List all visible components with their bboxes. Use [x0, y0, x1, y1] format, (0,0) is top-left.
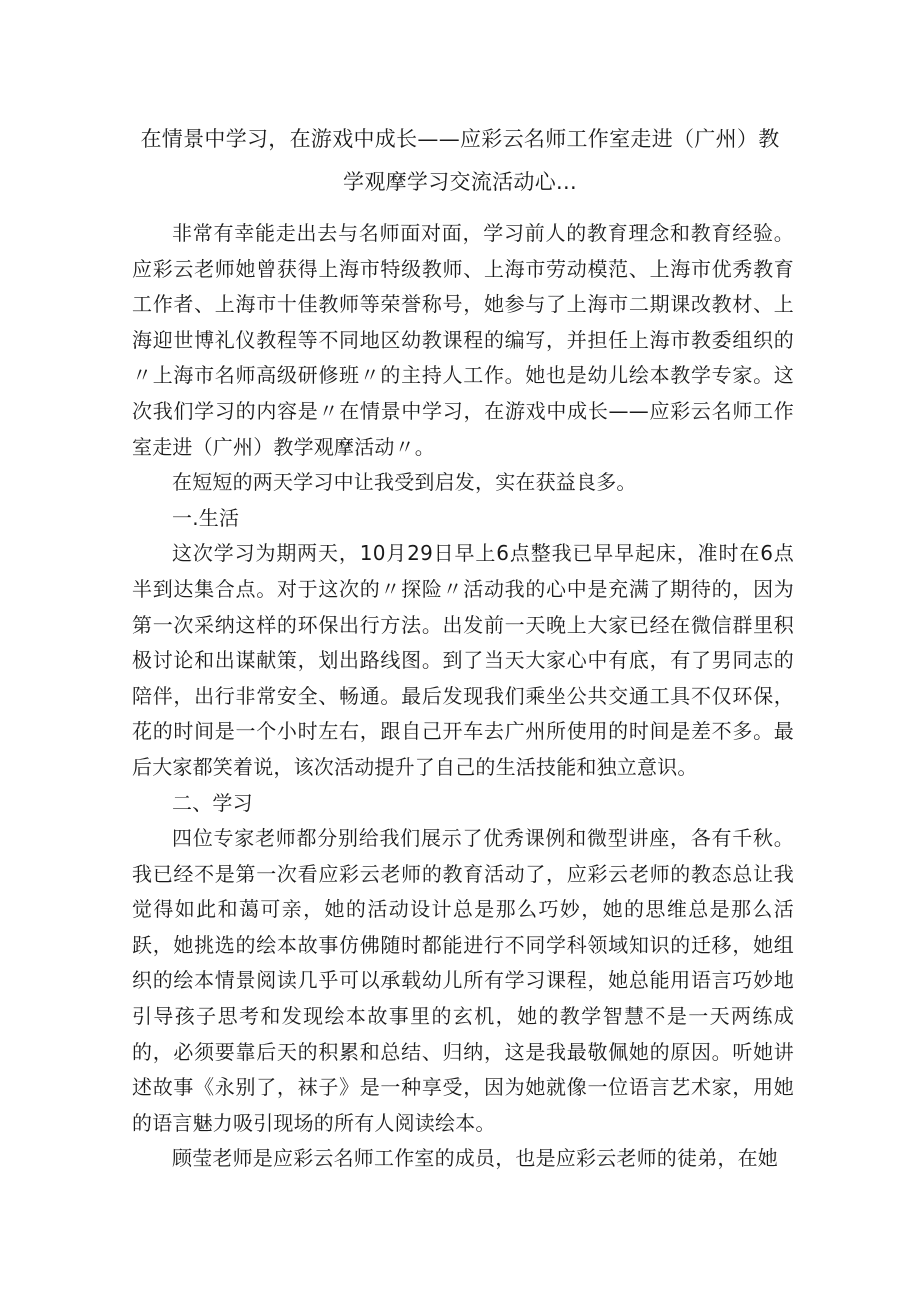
- paragraph-gu-ying: 顾莹老师是应彩云名师工作室的成员，也是应彩云老师的徒弟，在她: [172, 1146, 778, 1171]
- paragraph-study: 四位专家老师都分别给我们展示了优秀课例和微型讲座，各有千秋。我已经不是第一次看应彩云老师的教育活动了，应彩云老师的教态总让我觉得如此和蔼可亲，她的活动设计总是那么巧妙，她的思维总是那么活跃，她挑选的绘本故事仿佛随时都能进行不同学科领域知识的迁移，她组织的绘本情景阅读几乎可以承载幼儿所有学习课程，她总能用语言巧妙地引导孩子思考和发现绘本故事里的玄机，她的教学智慧不是一天两练成的，必须要靠后天的积累和总结、归纳，这是我最敬佩她的原因。听她讲述故事《永别了，袜子》是一种享受，因为她就像一位语言艺术家，用她的语言魅力吸引现场的所有人阅读绘本。: [132, 826, 794, 1135]
- document-title: 在情景中学习，在游戏中成长——应彩云名师工作室走进（广州）教学观摩学习交流活动心...: [140, 127, 780, 194]
- paragraph-summary: 在短短的两天学习中让我受到启发，实在获益良多。: [172, 470, 637, 495]
- paragraph-intro: 非常有幸能走出去与名师面对面，学习前人的教育理念和教育经验。应彩云老师她曾获得上海市特级教师、上海市劳动模范、上海市优秀教育工作者、上海市十佳教师等荣誉称号，她参与了上海市二期课改教材、上海迎世博礼仪教程等不同地区幼教课程的编写，并担任上海市教委组织的〃上海市名师高级研修班〃的主持人工作。她也是幼儿绘本教学专家。这次我们学习的内容是〃在情景中学习，在游戏中成长——应彩云名师工作室走进（广州）教学观摩活动〃。: [132, 221, 794, 459]
- paragraph-life: 这次学习为期两天，10月29日早上6点整我已早早起床，准时在6点半到达集合点。对于这次的〃探险〃活动我的心中是充满了期待的，因为第一次采纳这样的环保出行方法。出发前一天晚上大家已经在微信群里积极讨论和出谋献策，划出路线图。到了当天大家心中有底，有了男同志的陪伴，出行非常安全、畅通。最后发现我们乘坐公共交通工具不仅环保，花的时间是一个小时左右，跟自己开车去广州所使用的时间是差不多。最后大家都笑着说，该次活动提升了自己的生活技能和独立意识。: [132, 541, 794, 779]
- section-heading-life: 一.生活: [172, 505, 240, 530]
- document-body: [132, 216, 794, 1177]
- section-heading-study: 二、学习: [172, 790, 253, 815]
